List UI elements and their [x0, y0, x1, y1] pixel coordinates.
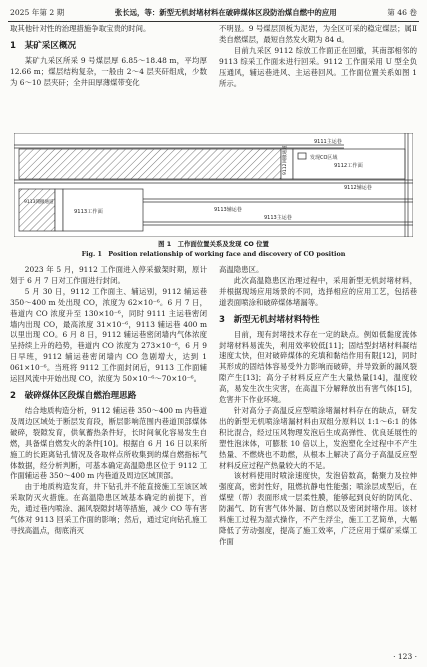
paragraph: 由于地质构造发育，井下钻孔并不能直接施工至该区域采取防灭火措施。在高温隐患区域基本确定的前提下，首先，通过巷内喷涂、漏风裂隙封堵等措施，减少 CO 等有害气体对 9113 回采工作面的影响；然后，通过定向钻孔施工寻找高温点，彻底消灭 — [10, 482, 207, 535]
paragraph: 取其他针对性的治理措施争取宝贵的时间。 — [10, 24, 151, 33]
header-rule — [8, 21, 419, 22]
label-9111-main-road: 9111主运巷 — [314, 139, 342, 145]
paragraph: 目前九采区 9112 综放工作面正在回撤，其南部相邻的 9113 综采工作面未进行回采。9112 工作面采用 U 型全负压通风，辅运巷进风、主运巷回风。工作面位置关系如图 1 所示。 — [219, 45, 417, 88]
page-number: · 123 · — [393, 652, 417, 661]
right-column-bottom — [219, 265, 417, 548]
paragraph: 某矿九采区所采 9 号煤层厚 6.85～18.48 m，平均厚 12.66 m；煤层结构复杂，一般由 2～4 层夹矸组成，少数为 6～10 层夹矸；全井田厚薄煤带变化 — [10, 55, 207, 87]
figure-caption-cn: 图 1 工作面位置关系及发现 CO 位置 — [158, 240, 269, 248]
paragraph: 2023 年 5 月，9112 工作面进入停采撤架时期，原计划于 6 月 7 日对工作面进行封闭。 — [10, 265, 207, 285]
left-column-bottom — [10, 265, 207, 537]
running-title: 张长远，等：新型无机封堵材料在破碎煤体区段防治煤自燃中的应用 — [114, 7, 337, 17]
paragraph: 不明显。9 号煤层顶板为泥岩，为全区可采的稳定煤层；属Ⅱ类自燃煤层，最短自然发火期为 84 d。 — [219, 24, 417, 44]
working-face-diagram — [14, 133, 413, 237]
paragraph: 此次高温隐患区治理过程中，采用新型无机封堵材料，并根据现场应用场景的不同，选择相应的应用工艺，包括巷道表面喷涂和破碎煤体堵漏等。 — [219, 275, 417, 307]
paragraph: 目前，现有封堵技术存在一定的缺点。例如低黏度流体封堵材料易流失，利用效率较低[11]；固结型封堵材料凝结速度太快，但对破碎煤体的充填和黏结作用有限[12]，同时其形成的固结体容易受外力影响而破碎，并导致新的漏风裂隙产生[13]；高分子材料反应产生大量热量[14]，温度较高，易发生次生灾害，在高温下分解释放出有害气体[15]，危害井下作业环境。 — [219, 329, 417, 405]
paragraph: 结合地质构造分析，9112 辅运巷 350～400 m 内巷道及周边区域处于断层发育段，断层影响范围内巷道顶部煤体破碎，裂隙发育，供氧蓄热条件好，长时间氧化容易发生自燃，具备煤自燃发火的条件[10]。根据自 6 月 16 日以来所施工的长距离钻孔情况及各取样点所收集到的煤自燃指标气体数据，经分析判断，可基本确定高温隐患区位于 9112 工作面辅运巷 350～400 m 内巷道及周边区域顶部。 — [10, 405, 207, 481]
section-heading: 1 某矿采区概况 — [10, 40, 77, 51]
section-heading: 3 新型无机封堵材料特性 — [219, 314, 320, 325]
right-column-top — [219, 24, 417, 89]
journal-volume: 第 46 卷 — [387, 7, 417, 17]
label-9113-face: 9113工作面 — [74, 209, 103, 215]
label-9112-aux-road: 9112辅运巷 — [344, 185, 372, 191]
label-retreat-channel: 9112回撤通道 — [283, 145, 288, 175]
paragraph: 该材料使用时喷涂速度快，发泡倍数高，黏聚力及拉伸强度高，密封性好，阻燃抗静电性能强；喷涂层成型后，在煤壁（帮）表面形成一层柔性膜，能够起到良好的防风化、防漏气、防有害气体外漏、防自燃以及密闭封堵作用。该材料施工过程为湿式操作，不产生浮尘，施工工艺简单，大幅降低了劳动强度，提高了施工效率，广泛应用于煤矿采煤工作面 — [219, 471, 417, 546]
left-column-top — [10, 24, 207, 89]
paragraph: 高温隐患区。 — [219, 265, 264, 274]
face-9112-area — [19, 149, 281, 179]
paragraph: 针对高分子高温反应型喷涂堵漏材料存在的缺点，研发出的新型无机喷涂堵漏材料由双组分原料以 1:1～6:1 的体积比混合，经过压风物理发泡后生成高弹性、优良延展性的塑性泡沫体，可膨胀 10 倍以上，发泡塑化全过程中不产生热量、不燃烧也不助燃，从根本上解决了高分子高温反应型材料反应过程产热量较大的不足。 — [219, 405, 417, 470]
label-9113-aux-road: 9113辅运巷 — [214, 207, 242, 213]
section-heading: 2 破碎煤体区段煤自燃治理思路 — [10, 390, 137, 401]
face-9113-area — [19, 189, 55, 231]
paragraph: 5 月 30 日，9112 工作面主、辅运别，9112 辅运巷 350～400 m 处出现 CO，浓度为 62×10⁻⁶。6 月 7 日，巷道内 CO 浓度升至 130×10⁻⁶，同时 9111 主运巷密闭墙内出现 CO，最高浓度 31×10⁻⁶，9113 辅运巷 400 m 以里出现 CO。6 月 8 日，9112 辅运巷密闭墙内气体浓度呈持续上升的趋势，巷道内 CO 浓度为 273×10⁻⁶，6 月 9 日早班，9112 辅运巷密闭墙内 CO 急剧增大，达到 1 061×10⁻⁶。当班将 9112 工作面封闭后，9113 工作面辅运回风流中开始出现 CO，浓度为 50×10⁻⁶～70×10⁻⁶。 — [10, 286, 207, 384]
label-co-area: 发现CO区域 — [310, 155, 338, 161]
label-9113-main-road: 9113主运巷 — [264, 215, 292, 221]
co-area-marker — [298, 153, 306, 159]
figure-caption-en: Fig. 1 Position relationship of working face and discovery of CO position — [81, 250, 346, 258]
running-header — [10, 5, 417, 19]
journal-issue: 2025 年第 2 期 — [10, 7, 65, 17]
label-9112-face: 9112工作面 — [334, 163, 363, 169]
label-9113-retreat: 9113開撤通道 — [24, 200, 54, 205]
